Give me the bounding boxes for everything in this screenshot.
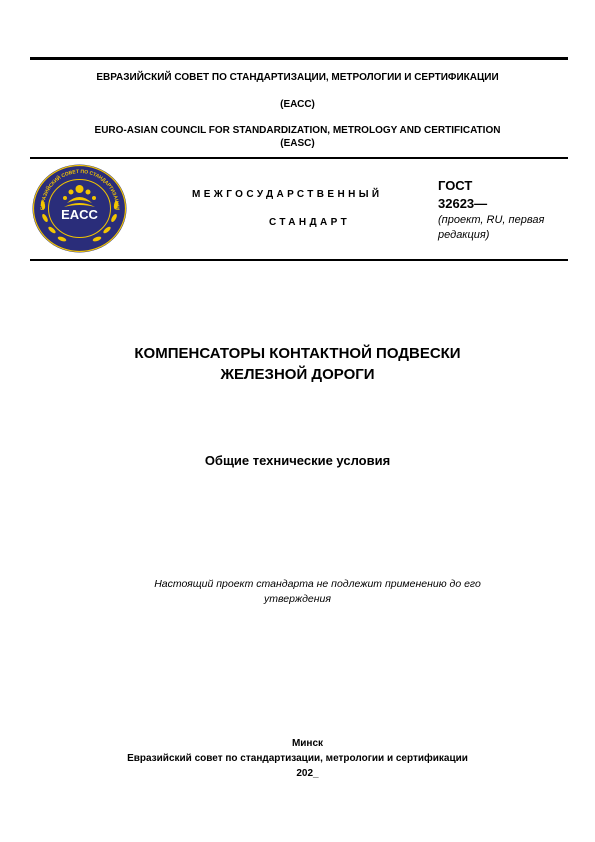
draft-notice-line1: Настоящий проект стандарта не подлежит применению до его (154, 578, 481, 590)
header-divider (30, 157, 568, 159)
footer-year: 202_ (296, 768, 319, 779)
footer-city: Минск (291, 738, 324, 749)
logo-ring-text: ЕВРАЗИЙСКИЙ СОВЕТ ПО СТАНДАРТИЗАЦИИ (39, 168, 121, 211)
draft-notice-line2: утверждения (264, 593, 331, 605)
top-rule (30, 57, 568, 60)
footer-organization: Евразийский совет по стандартизации, метрологии и сертификации (127, 753, 468, 764)
logo-text: EACC (61, 207, 98, 222)
document-subtitle: Общие технические условия (204, 453, 391, 468)
document-title-line1: КОМПЕНСАТОРЫ КОНТАКТНОЙ ПОДВЕСКИ (134, 345, 461, 362)
document-title-line2: ЖЕЛЕЗНОЙ ДОРОГИ (220, 366, 375, 383)
easc-emblem-icon (31, 163, 128, 254)
gost-label: ГОСТ (438, 178, 473, 193)
council-name-ru: ЕВРАЗИЙСКИЙ СОВЕТ ПО СТАНДАРТИЗАЦИИ, МЕТРОЛОГИИ И СЕРТИФИКАЦИИ (96, 72, 499, 83)
council-name-en: EURO-ASIAN COUNCIL FOR STANDARDIZATION, METROLOGY AND CERTIFICATION (94, 125, 501, 136)
header-bottom-rule (30, 259, 568, 261)
standard-type-line2: СТАНДАРТ (269, 217, 351, 228)
standard-type-line1: МЕЖГОСУДАРСТВЕННЫЙ (192, 189, 383, 200)
gost-number: 32623— (438, 196, 488, 211)
council-abbr-en: (EASC) (280, 138, 315, 149)
council-abbr-ru: (ЕАСС) (280, 99, 315, 110)
draft-note: (проект, RU, первая редакция) (438, 214, 545, 241)
easc-logo (31, 163, 128, 254)
